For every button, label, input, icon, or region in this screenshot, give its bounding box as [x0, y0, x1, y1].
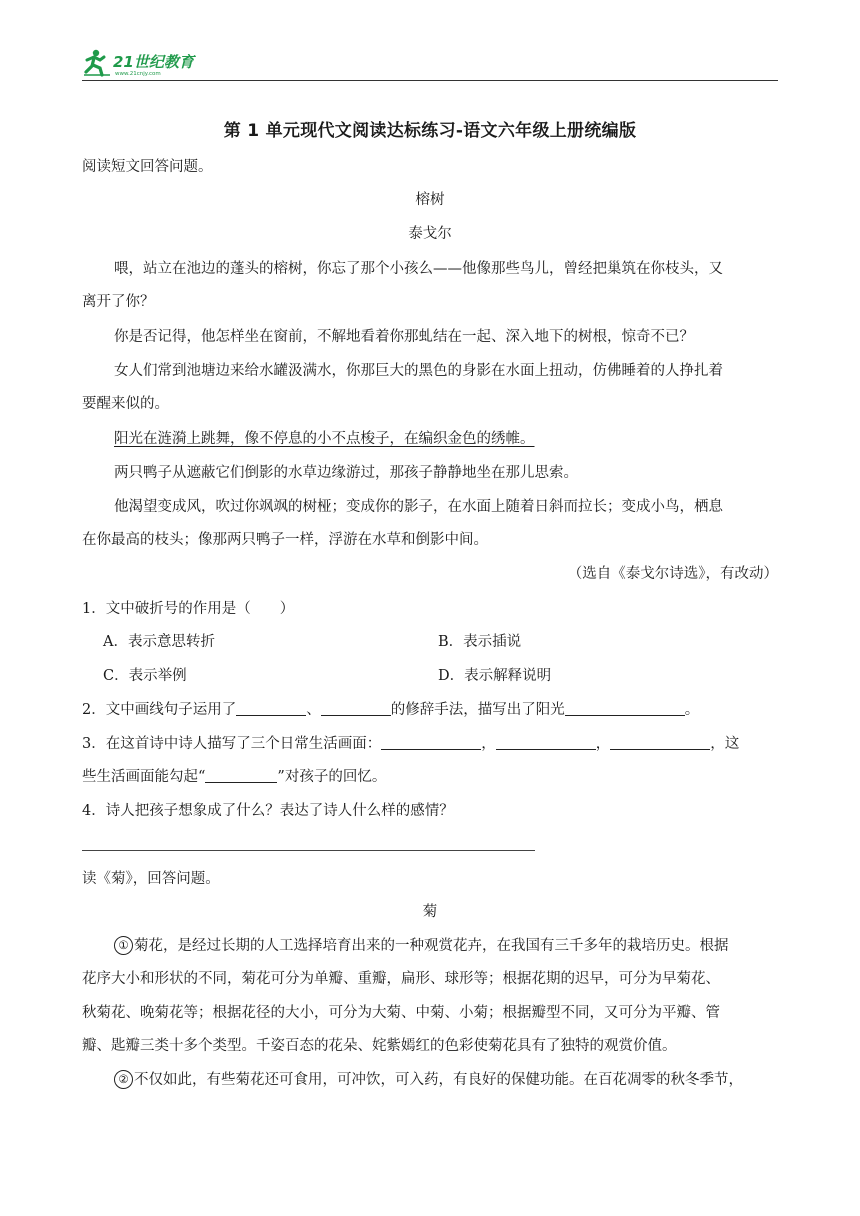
svg-text:www.21cnjy.com: www.21cnjy.com: [115, 71, 161, 77]
instruction-1: 阅读短文回答问题。: [82, 159, 213, 175]
essay-paragraph-1-line-2: 花序大小和形状的不同，菊花可分为单瓣、重瓣，扁形、球形等；根据花期的迟早，可分为早菊花、: [82, 971, 720, 987]
question-1-option-a: A．表示意思转折: [103, 634, 215, 650]
essay-paragraph-1-line-1: ① 菊花，是经过长期的人工选择培育出来的一种观赏花卉，在我国有三千多年的栽培历史。根据: [114, 936, 729, 956]
paragraph-6-line-2: 在你最高的枝头；像那两只鸭子一样，浮游在水草和倒影中间。: [82, 532, 488, 548]
question-3-end: ，这: [710, 736, 740, 752]
page-header: [82, 44, 778, 82]
question-3-text-a: 3．在这首诗中诗人描写了三个日常生活画面：: [82, 736, 382, 752]
paragraph-4-underlined: 阳光在涟漪上跳舞，像不停息的小不点梭子，在编织金色的绣帷。: [114, 431, 535, 447]
svg-text:21世纪教育: 21世纪教育: [113, 53, 194, 71]
question-3-line-2-b: ”对孩子的回忆。: [277, 769, 387, 785]
paragraph-1-line-1: 喂，站立在池边的蓬头的榕树，你忘了那个小孩么——他像那些鸟儿，曾经把巢筑在你枝头，又: [114, 261, 723, 277]
question-2-text-b: 的修辞手法，描写出了阳光: [390, 702, 565, 718]
question-2-end: 。: [684, 702, 700, 718]
logo-21cnjy: [82, 48, 232, 78]
essay-paragraph-2-line-1: ② 不仅如此，有些菊花还可食用，可冲饮，可入药，有良好的保健功能。在百花凋零的秋冬季节，: [114, 1070, 743, 1090]
question-1-option-d: D．表示解释说明: [438, 668, 552, 684]
question-4: 4．诗人把孩子想象成了什么？表达了诗人什么样的感情？: [82, 803, 454, 819]
answer-blank[interactable]: [610, 735, 710, 750]
answer-blank[interactable]: [565, 701, 685, 716]
answer-blank[interactable]: [321, 701, 391, 716]
source-note: （选自《泰戈尔诗选》，有改动）: [567, 566, 778, 582]
question-3-comma: ，: [595, 736, 611, 752]
question-1-option-b: B．表示插说: [438, 634, 522, 650]
paragraph-1-line-2: 离开了你？: [82, 294, 155, 310]
poem-author: 泰戈尔: [408, 226, 452, 242]
page-title: 第 1 单元现代文阅读达标练习-语文六年级上册统编版: [223, 121, 637, 141]
paragraph-3-line-1: 女人们常到池塘边来给水罐汲满水，你那巨大的黑色的身影在水面上扭动，仿佛睡着的人挣扎着: [114, 363, 723, 379]
answer-blank[interactable]: [381, 735, 481, 750]
question-3-comma: ，: [481, 736, 496, 752]
essay-title: 菊: [422, 904, 438, 920]
header-rule: [82, 80, 778, 81]
instruction-2: 读《菊》，回答问题。: [82, 871, 220, 887]
answer-blank[interactable]: [205, 768, 277, 783]
question-3-line-1: [82, 734, 739, 754]
question-1-option-c: C．表示举例: [103, 668, 187, 684]
essay-paragraph-1-line-4: 瓣、匙瓣三类十多个类型。千姿百态的花朵、姹紫嫣红的色彩使菊花具有了独特的观赏价值。: [82, 1038, 677, 1054]
question-3-line-2-a: 些生活画面能勾起“: [82, 769, 206, 785]
poem-title: 榕树: [415, 192, 445, 208]
answer-blank[interactable]: [236, 701, 306, 716]
answer-blank[interactable]: [496, 735, 596, 750]
question-2-separator: 、: [306, 702, 321, 718]
question-1: 1．文中破折号的作用是（ ）: [82, 601, 295, 617]
question-2-text-a: 2．文中画线句子运用了: [82, 702, 237, 718]
runner-icon: [84, 50, 110, 75]
essay-paragraph-1-line-3: 秋菊花、晚菊花等；根据花径的大小，可分为大菊、中菊、小菊；根据瓣型不同，又可分为平瓣、管: [82, 1005, 720, 1021]
answer-line[interactable]: [82, 850, 535, 851]
paragraph-number-1: ①: [114, 936, 133, 955]
question-2: [82, 700, 699, 720]
question-3-line-2: [82, 767, 386, 787]
paragraph-6-line-1: 他渴望变成风，吹过你飒飒的树桠；变成你的影子，在水面上随着日斜而拉长；变成小鸟，栖息: [114, 499, 723, 515]
paragraph-number-2: ②: [114, 1070, 133, 1089]
paragraph-3-line-2: 要醒来似的。: [82, 396, 169, 412]
paragraph-5: 两只鸭子从遮蔽它们倒影的水草边缘游过，那孩子静静地坐在那儿思索。: [114, 465, 578, 481]
paragraph-2: 你是否记得，他怎样坐在窗前，不解地看着你那虬结在一起、深入地下的树根，惊奇不已？: [114, 329, 694, 345]
